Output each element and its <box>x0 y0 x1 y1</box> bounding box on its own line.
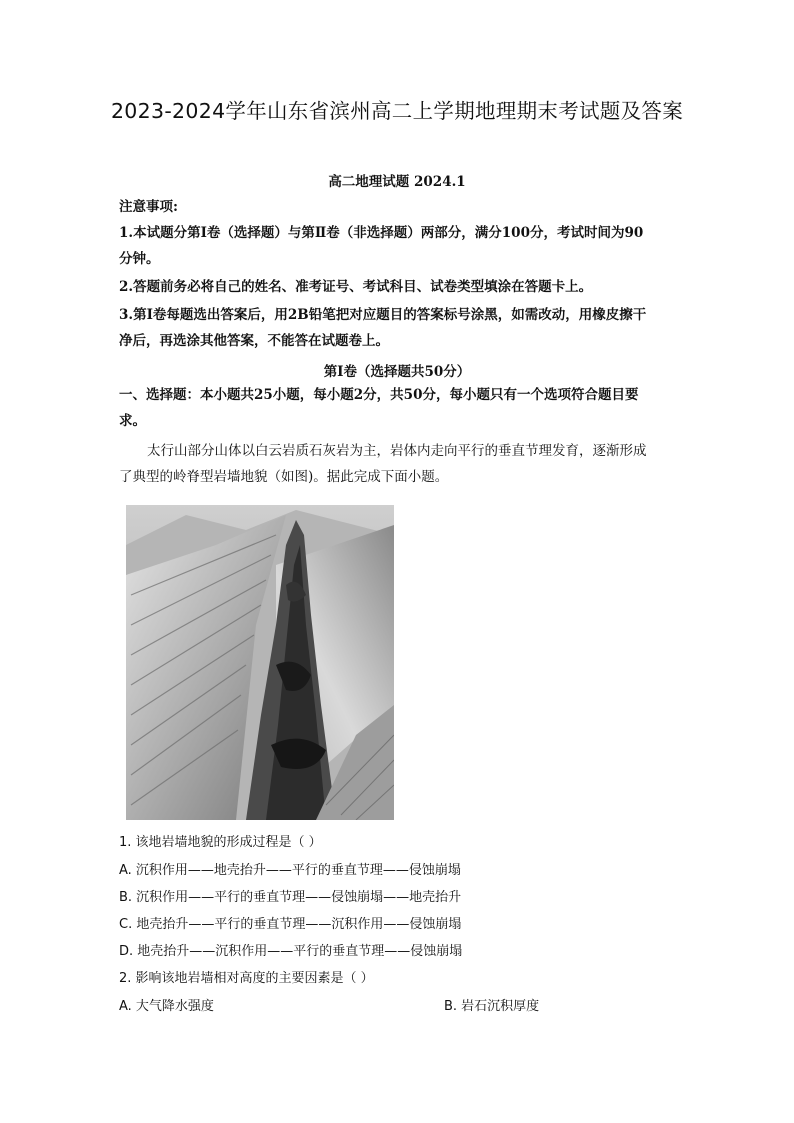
rock-wall-landform-photo <box>126 505 394 820</box>
note-2: 2.答题前务必将自己的姓名、准考证号、考试科目、试卷类型填涂在答题卡上。 <box>119 279 593 295</box>
passage-line-1: 太行山部分山体以白云岩质石灰岩为主，岩体内走向平行的垂直节理发育，逐渐形成 <box>147 443 647 459</box>
question-2-stem: 2. 影响该地岩墙相对高度的主要因素是（ ） <box>119 971 374 986</box>
question-2-option-b: B. 岩石沉积厚度 <box>444 999 540 1014</box>
section-heading: 第Ⅰ卷（选择题共50分） <box>323 364 471 380</box>
section-instruction-line-2: 求。 <box>119 413 146 429</box>
note-3-line-2: 净后，再选涂其他答案，不能答在试题卷上。 <box>119 333 389 349</box>
question-1-option-a: A. 沉积作用——地壳抬升——平行的垂直节理——侵蚀崩塌 <box>119 863 461 878</box>
note-1-line-1: 1.本试题分第Ⅰ卷（选择题）与第Ⅱ卷（非选择题）两部分，满分100分，考试时间为90 <box>119 225 644 241</box>
exam-subtitle: 高二地理试题 2024.1 <box>328 174 466 190</box>
question-1-option-c: C. 地壳抬升——平行的垂直节理——沉积作用——侵蚀崩塌 <box>119 917 462 932</box>
note-1-line-2: 分钟。 <box>119 251 160 267</box>
notes-heading: 注意事项: <box>119 199 178 215</box>
question-2-option-a: A. 大气降水强度 <box>119 999 214 1014</box>
question-1-option-d: D. 地壳抬升——沉积作用——平行的垂直节理——侵蚀崩塌 <box>119 944 463 959</box>
document-title: 2023-2024学年山东省滨州高二上学期地理期末考试题及答案 <box>110 99 684 123</box>
note-3-line-1: 3.第Ⅰ卷每题选出答案后，用2B铅笔把对应题目的答案标号涂黑，如需改动，用橡皮擦干 <box>119 307 647 323</box>
question-1-stem: 1. 该地岩墙地貌的形成过程是（ ） <box>119 835 322 850</box>
question-1-option-b: B. 沉积作用——平行的垂直节理——侵蚀崩塌——地壳抬升 <box>119 890 462 905</box>
section-instruction-line-1: 一、选择题：本小题共25小题，每小题2分，共50分，每小题只有一个选项符合题目要 <box>119 387 639 403</box>
passage-line-2: 了典型的岭脊型岩墙地貌（如图)。据此完成下面小题。 <box>119 469 449 485</box>
